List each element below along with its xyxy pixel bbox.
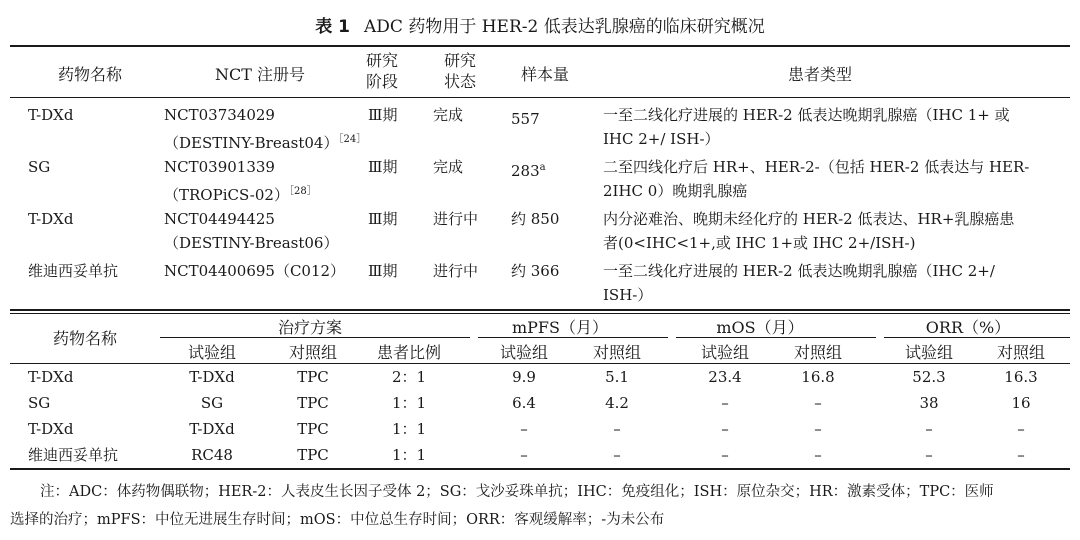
t2-cell: 5.1	[605, 368, 629, 386]
t1-phase: Ⅲ期	[368, 106, 398, 124]
t2-subrule-orr	[884, 337, 1070, 338]
t2-cell: 23.4	[708, 368, 742, 386]
t2-cell: T-DXd	[189, 368, 235, 386]
t1-status: 完成	[433, 106, 464, 124]
t1-drug: 维迪西妥单抗	[28, 262, 119, 280]
t2-cell: T-DXd	[189, 420, 235, 438]
t1-nct-trial	[164, 128, 366, 155]
t1-status: 进行中	[433, 262, 479, 280]
t1-nct: NCT04494425	[164, 210, 275, 228]
t1-header-phase: 研究 阶段	[365, 51, 398, 91]
t2-header-rule	[10, 363, 1070, 364]
t2-cell: –	[520, 420, 528, 438]
t2-cell: –	[520, 446, 528, 464]
table-number: 表 1	[315, 17, 350, 37]
t1-ref: ［24］	[338, 134, 367, 145]
t1-header-nct: NCT 注册号	[214, 65, 305, 84]
t2-subrule-mos	[676, 337, 876, 338]
t2-sub-orr-control: 对照组	[996, 343, 1045, 362]
t1-phase: Ⅲ期	[368, 210, 398, 228]
t2-cell: 4.2	[605, 394, 629, 412]
t1-header-patient: 患者类型	[787, 65, 852, 84]
t1-patient-line2: 者(0<IHC<1+,或 IHC 1+或 IHC 2+/ISH-)	[603, 234, 916, 252]
t1-patient-line1: 二至四线化疗后 HR+、HER-2-（包括 HER-2 低表达与 HER-	[603, 158, 1030, 176]
t2-cell: –	[721, 394, 729, 412]
t2-sub-regimen-trial: 试验组	[187, 343, 236, 362]
t2-cell: SG	[200, 394, 224, 412]
t2-cell: 1：1	[391, 394, 427, 412]
t1-phase: Ⅲ期	[368, 158, 398, 176]
t2-cell: –	[925, 420, 933, 438]
t2-group-regimen: 治疗方案	[277, 318, 342, 337]
t2-cell: 38	[919, 394, 939, 412]
t2-cell: 1：1	[391, 420, 427, 438]
note-line1: 注：ADC：体药物偶联物；HER-2：人表皮生长因子受体 2；SG：戈沙妥珠单抗；IHC：免疫组化；ISH：原位杂交；HR：激素受体；TPC：医师	[40, 484, 994, 500]
t2-cell: 16.3	[1004, 368, 1038, 386]
t2-cell: 16.8	[801, 368, 835, 386]
header-rule	[10, 97, 1070, 98]
t2-drug: T-DXd	[28, 368, 74, 386]
table-title	[0, 12, 1080, 37]
t2-group-mpfs: mPFS（月）	[511, 318, 608, 337]
t1-sample: 约 366	[511, 262, 560, 280]
t1-patient-line2: IHC 2+/ ISH-）	[603, 130, 720, 148]
t1-header-sample: 样本量	[520, 65, 569, 84]
t2-sub-mpfs-trial: 试验组	[499, 343, 548, 362]
mid-rule	[10, 309, 1070, 311]
t1-patient-line2: ISH-）	[603, 286, 653, 304]
t1-sample	[511, 156, 546, 183]
table-title-text: ADC 药物用于 HER-2 低表达乳腺癌的临床研究概况	[364, 17, 765, 37]
t2-cell: 9.9	[512, 368, 536, 386]
t2-cell: TPC	[297, 394, 329, 412]
t1-drug: SG	[28, 158, 51, 176]
t2-cell: –	[1017, 420, 1025, 438]
t2-subrule-mpfs	[478, 337, 668, 338]
t1-status: 完成	[433, 158, 464, 176]
t2-cell: 52.3	[912, 368, 946, 386]
top-rule	[10, 45, 1070, 47]
t1-header-drug: 药物名称	[57, 65, 122, 84]
t2-cell: 16	[1011, 394, 1031, 412]
t1-patient-line2: 2IHC 0）晚期乳腺癌	[603, 182, 748, 200]
t2-sub-mos-control: 对照组	[793, 343, 842, 362]
t1-patient-line1: 内分泌难治、晚期未经化疗的 HER-2 低表达、HR+乳腺癌患	[603, 210, 1015, 228]
t2-cell: –	[814, 420, 822, 438]
mid-rule-2	[10, 313, 1070, 314]
t2-cell: –	[814, 394, 822, 412]
t2-cell: 2：1	[391, 368, 427, 386]
t2-cell: –	[814, 446, 822, 464]
t1-nct: NCT04400695（C012）	[164, 262, 346, 280]
t2-cell: –	[1017, 446, 1025, 464]
t1-sample-sup: a	[539, 162, 546, 173]
t2-sub-mos-trial: 试验组	[700, 343, 749, 362]
note-line2: 选择的治疗；mPFS：中位无进展生存时间；mOS：中位总生存时间；ORR：客观缓解率；-为未公布	[10, 512, 665, 528]
t2-cell: TPC	[297, 420, 329, 438]
t1-patient-line1: 一至二线化疗进展的 HER-2 低表达晚期乳腺癌（IHC 1+ 或	[603, 106, 1010, 124]
t1-drug: T-DXd	[28, 106, 74, 124]
t2-group-mos: mOS（月）	[716, 318, 804, 337]
t1-phase: Ⅲ期	[368, 262, 398, 280]
t2-subrule-regimen	[160, 337, 470, 338]
t1-ref: ［28］	[288, 186, 317, 197]
t2-drug: 维迪西妥单抗	[28, 446, 119, 464]
t1-sample	[511, 104, 540, 131]
t2-cell: 1：1	[391, 446, 427, 464]
bottom-rule	[10, 468, 1070, 470]
t1-trial-name: （DESTINY-Breast04）	[164, 134, 339, 152]
t1-sample-value: 557	[511, 110, 540, 128]
t2-sub-orr-trial: 试验组	[904, 343, 953, 362]
t1-nct-trial	[164, 180, 317, 207]
t1-trial-name: （DESTINY-Breast06）	[164, 234, 339, 252]
t1-nct: NCT03901339	[164, 158, 275, 176]
t2-cell: 6.4	[512, 394, 536, 412]
t2-drug: SG	[28, 394, 51, 412]
t2-sub-regimen-control: 对照组	[288, 343, 337, 362]
t2-group-orr: ORR（%）	[925, 318, 1011, 337]
t2-sub-ratio: 患者比例	[376, 343, 441, 362]
t1-trial-name: （TROPiCS-02）	[164, 186, 289, 204]
t1-drug: T-DXd	[28, 210, 74, 228]
t1-status: 进行中	[433, 210, 479, 228]
t2-cell: –	[925, 446, 933, 464]
t1-sample-value: 283	[511, 162, 540, 180]
t2-drug: T-DXd	[28, 420, 74, 438]
t2-cell: –	[721, 420, 729, 438]
t2-cell: TPC	[297, 446, 329, 464]
t1-header-status: 研究 状态	[443, 51, 476, 91]
t2-cell: –	[613, 420, 621, 438]
t2-cell: –	[613, 446, 621, 464]
t2-cell: RC48	[191, 446, 233, 464]
t1-nct-trial	[164, 232, 338, 255]
t1-nct: NCT03734029	[164, 106, 275, 124]
t2-sub-mpfs-control: 对照组	[592, 343, 641, 362]
t2-cell: TPC	[297, 368, 329, 386]
t1-patient-line1: 一至二线化疗进展的 HER-2 低表达晚期乳腺癌（IHC 2+/	[603, 262, 995, 280]
t1-sample: 约 850	[511, 210, 560, 228]
t2-cell: –	[721, 446, 729, 464]
t2-header-drug: 药物名称	[52, 329, 117, 348]
